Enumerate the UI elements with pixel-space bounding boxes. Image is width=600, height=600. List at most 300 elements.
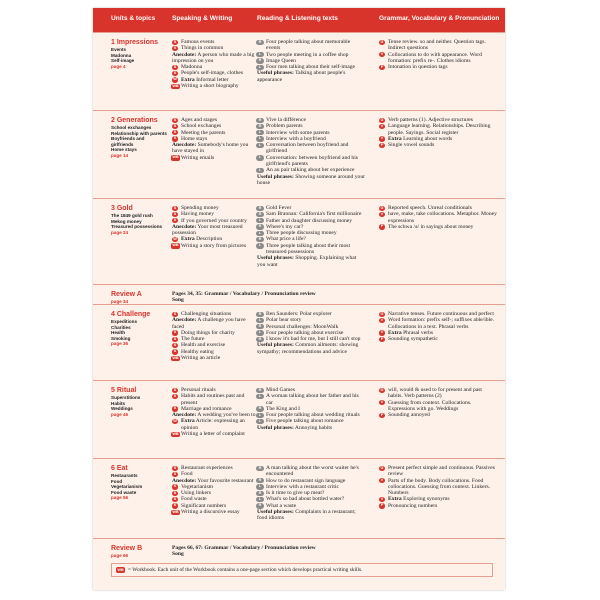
list-item — [172, 243, 256, 249]
skill-badge-icon: L — [256, 143, 264, 148]
unit-info — [111, 117, 167, 159]
skill-badge-icon: L — [256, 130, 264, 135]
item-text: Tense review. so and neither. Question tags. Indirect questions — [388, 39, 486, 52]
item-text: A man talking about the worst waiter he's encountered — [266, 465, 359, 478]
list-item — [257, 39, 365, 52]
item-text: Four people talking about wedding rituals — [266, 412, 360, 419]
item-label: Extra — [388, 496, 402, 503]
unit-title: 2 Generations — [111, 117, 158, 124]
unit-page-ref: page 4 — [111, 63, 126, 69]
item-text: Sounding sympathetic — [388, 336, 438, 343]
list-item — [172, 418, 256, 431]
skill-badge-icon: V — [380, 478, 384, 483]
item-text: Extra Informal letter — [181, 76, 229, 83]
skill-badge-icon: L — [256, 155, 264, 160]
item-text: Challenging situations — [181, 311, 232, 317]
item-text: Four people talking about memorable events — [266, 39, 351, 52]
item-text: Four people talking about exercise — [266, 329, 344, 336]
list-item — [257, 342, 365, 355]
item-text: Word formation: prefix self-; suffixes able/ible. Collocations in a text. Phrasal verbs — [388, 317, 495, 330]
item-text: Gold Fever — [266, 205, 292, 211]
item-text: Restaurant experiences — [181, 465, 233, 471]
header-speaking: Speaking & Writing — [172, 15, 233, 22]
item-text: Anecdote: A person who made a big impression on you — [172, 51, 255, 64]
item-text: Writing an article — [181, 355, 221, 362]
review-line: Pages 34, 35: Grammar / Vocabulary / Pronunciation review — [172, 291, 316, 297]
skill-badge-icon: L — [256, 231, 264, 236]
grammar-column — [379, 39, 497, 70]
unit-topic: Expeditions — [111, 319, 138, 324]
item-text: Healthy eating — [181, 348, 214, 355]
item-text: Madonna — [181, 64, 203, 71]
item-text: Collocations to do with appearance. Word formation: prefix re-. Clothes idioms — [388, 51, 482, 64]
skill-badge-icon: G — [380, 117, 384, 122]
legend-text: = Workbook. Each unit of the Workbook contains a one-page section which develops practical writing skills. — [128, 567, 363, 573]
review-row — [93, 538, 505, 561]
item-text: What price a life? — [266, 236, 306, 243]
item-text: Extra Learning about words — [388, 135, 453, 142]
skill-badge-icon: S — [173, 211, 177, 216]
item-text: Spending money — [181, 205, 219, 211]
list-item — [172, 224, 256, 237]
item-text: Writing a discursive essay — [181, 509, 240, 516]
skill-badge-icon: P — [380, 503, 384, 508]
item-text: Extra Article: expressing an opinion — [181, 418, 245, 431]
unit-topic: Charities — [111, 324, 131, 330]
list-item — [172, 142, 256, 155]
list-item — [379, 39, 497, 52]
review-title: Review B — [111, 545, 143, 552]
skill-badge-icon: W — [173, 77, 177, 82]
unit-topic: Weddings — [111, 406, 133, 412]
item-text: Interview with a boyfriend — [266, 135, 326, 142]
item-text: If you governed your country — [181, 217, 247, 224]
item-text: Conversation between boyfriend and girlfriend — [266, 142, 349, 155]
skill-badge-icon: WB — [172, 83, 179, 88]
unit-topic: Treasured possessions — [111, 224, 163, 230]
item-text: The schwa /ə/ in sayings about money — [388, 223, 474, 230]
list-item — [257, 142, 365, 155]
workbook-legend — [111, 563, 493, 577]
unit-topic: Superstitions — [111, 395, 141, 400]
item-text: Two people meeting in a coffee shop — [266, 51, 349, 58]
item-label: Extra — [388, 135, 402, 142]
list-item — [172, 393, 256, 406]
header-grammar: Grammar, Vocabulary & Pronunciation — [379, 15, 500, 22]
list-item — [379, 387, 497, 400]
item-text: Guessing from context. Collocations. Expressions with go. Weddings — [388, 399, 472, 412]
skill-badge-icon: S — [173, 330, 177, 335]
list-item — [172, 52, 256, 65]
skill-badge-icon: V — [380, 496, 384, 501]
review-row — [93, 284, 505, 305]
unit-info — [111, 39, 167, 70]
item-text: Interview with some parents — [266, 129, 330, 136]
unit-topic: Health — [111, 330, 126, 336]
item-text: will, would & used to for present and past habits. Verb patterns (2) — [388, 387, 482, 400]
item-text: Food waste — [181, 496, 207, 503]
item-text: Single vowel sounds — [388, 142, 435, 149]
skill-badge-icon: S — [173, 123, 177, 128]
skill-badge-icon: S — [173, 64, 177, 69]
item-label: Useful phrases: — [257, 173, 294, 180]
list-item — [257, 255, 365, 268]
skill-badge-icon: S — [173, 471, 177, 476]
item-text: Things in common — [181, 45, 224, 52]
speaking-column — [172, 117, 256, 161]
item-text: Having money — [181, 211, 215, 218]
item-text: Parts of the body. Body collocations. Food collocations. Guessing from context. Linkers. Numbers — [388, 477, 491, 497]
reading-column — [257, 311, 365, 355]
skill-badge-icon: G — [380, 205, 384, 210]
item-label: Useful phrases: — [257, 342, 294, 349]
unit-topic: Madonna — [111, 52, 132, 58]
unit-page-ref: page 56 — [111, 495, 129, 501]
unit-row — [93, 458, 505, 539]
unit-topic: School exchanges — [111, 125, 152, 130]
item-text: Is it time to give up meat? — [266, 490, 325, 497]
unit-info — [111, 465, 167, 501]
list-item — [379, 224, 497, 230]
item-text: A woman talking about her father and his car — [266, 393, 359, 406]
skill-badge-icon: L — [256, 330, 264, 335]
skill-badge-icon: V — [380, 317, 384, 322]
item-text: Sam Brannan: California's first millionaire — [266, 211, 362, 218]
skill-badge-icon: R — [256, 337, 264, 342]
list-item — [172, 83, 256, 89]
grammar-column — [379, 205, 497, 230]
skill-badge-icon: WB — [172, 243, 179, 248]
item-text: Four men talking about their self-image — [266, 64, 356, 71]
item-text: What a waste — [266, 502, 297, 509]
item-label: Anecdote: — [172, 412, 197, 419]
header-reading: Reading & Listening texts — [257, 15, 338, 22]
skill-badge-icon: S — [173, 387, 177, 392]
list-item — [379, 123, 497, 136]
list-item — [379, 336, 497, 342]
unit-info — [111, 205, 167, 236]
list-item — [379, 478, 497, 497]
unit-info — [111, 387, 167, 418]
item-text: Food — [181, 471, 193, 478]
speaking-column — [172, 311, 256, 361]
skill-badge-icon: S — [173, 45, 177, 50]
skill-badge-icon: R — [256, 118, 264, 123]
skill-badge-icon: R — [256, 58, 264, 63]
item-text: Anecdote: Your most treasured possession — [172, 223, 243, 237]
reading-column — [257, 465, 365, 522]
item-text: Useful phrases: Shopping. Explaining what you want — [257, 255, 357, 268]
skill-badge-icon: S — [173, 130, 177, 135]
review-title: Review A — [111, 291, 142, 298]
item-text: Using linkers — [181, 490, 211, 497]
skill-badge-icon: S — [173, 406, 177, 411]
item-label: Extra — [181, 418, 195, 425]
skill-badge-icon: V — [380, 211, 384, 216]
skill-badge-icon: R — [256, 406, 264, 411]
unit-info — [111, 545, 167, 559]
item-text: Useful phrases: Complaints in a restaurant; food idioms — [257, 509, 356, 522]
item-label: Anecdote: — [172, 223, 197, 230]
grammar-column — [379, 311, 497, 342]
item-text: Habits and routines past and present — [181, 393, 245, 406]
unit-title: 3 Gold — [111, 205, 133, 212]
item-label: Anecdote: — [172, 51, 197, 58]
unit-info — [111, 311, 167, 347]
unit-row — [93, 110, 505, 199]
list-item — [379, 52, 497, 65]
skill-badge-icon: S — [173, 336, 177, 341]
item-text: Anecdote: A wedding you've been to — [172, 412, 256, 419]
unit-topic: Boyfriends and girlfriends — [111, 136, 145, 147]
item-label: Extra — [388, 329, 402, 336]
item-text: Extra Description — [181, 236, 223, 243]
unit-title: 1 Impressions — [111, 39, 159, 46]
skill-badge-icon: S — [173, 465, 177, 470]
skill-badge-icon: P — [380, 142, 384, 147]
unit-row — [93, 32, 505, 111]
item-text: The future — [181, 336, 205, 343]
speaking-column — [172, 205, 256, 249]
skill-badge-icon: WB — [172, 509, 179, 514]
unit-topic: Events — [111, 47, 127, 52]
grammar-column — [379, 387, 497, 418]
item-text: Extra Phrasal verbs — [388, 329, 434, 336]
item-text: Home stays — [181, 135, 208, 142]
skill-badge-icon: S — [173, 136, 177, 141]
list-item — [257, 155, 365, 168]
list-item — [379, 64, 497, 70]
skill-badge-icon: R — [256, 312, 264, 317]
skill-badge-icon: L — [256, 419, 264, 424]
item-text: Anecdote: Somebody's home you have stayed in — [172, 142, 249, 155]
list-item — [379, 503, 497, 509]
unit-topic: Smoking — [111, 335, 131, 341]
skill-badge-icon: L — [256, 52, 264, 57]
skill-badge-icon: G — [380, 311, 384, 316]
header-units: Units & topics — [111, 15, 156, 22]
unit-topic: Food waste — [111, 489, 137, 495]
skill-badge-icon: V — [380, 330, 384, 335]
unit-title: 4 Challenge — [111, 311, 151, 318]
list-item — [379, 211, 497, 224]
reading-column — [257, 39, 365, 83]
skill-badge-icon: S — [173, 39, 177, 44]
item-text: Intonation in question tags — [388, 64, 448, 71]
list-item — [172, 317, 256, 330]
item-label: Useful phrases: — [257, 509, 294, 516]
item-text: Ages and stages — [181, 117, 218, 123]
grammar-column — [379, 465, 497, 509]
skill-badge-icon: L — [256, 394, 264, 399]
skill-badge-icon: L — [256, 497, 264, 502]
unit-page-ref: page 24 — [111, 229, 129, 235]
item-label: Anecdote: — [172, 317, 197, 324]
skill-badge-icon: L — [256, 168, 264, 173]
item-label: Anecdote: — [172, 477, 197, 484]
skill-badge-icon: S — [173, 496, 177, 501]
skill-badge-icon: R — [256, 124, 264, 129]
list-item — [379, 317, 497, 330]
skill-badge-icon: R — [256, 503, 264, 508]
item-text: Father and daughter discussing money — [266, 217, 353, 224]
skill-badge-icon: S — [173, 349, 177, 354]
table-header — [93, 8, 505, 32]
skill-badge-icon: P — [380, 412, 384, 417]
skill-badge-icon: V — [380, 52, 384, 57]
skill-badge-icon: R — [256, 388, 264, 393]
item-text: Marriage and romance — [181, 405, 232, 412]
skill-badge-icon: L — [256, 136, 264, 141]
item-text: Famous events — [181, 39, 215, 45]
item-text: Doing things for charity — [181, 329, 235, 336]
unit-row — [93, 380, 505, 459]
unit-topic: Habits — [111, 400, 126, 406]
skill-badge-icon: L — [256, 218, 264, 223]
unit-topic: Self-image — [111, 58, 135, 64]
item-text: Three people discussing money — [266, 230, 337, 237]
item-text: How to do restaurant sign language — [266, 477, 346, 484]
list-item — [257, 70, 365, 83]
review-song: Song — [172, 551, 184, 558]
item-label: Anecdote: — [172, 142, 197, 149]
list-item — [379, 412, 497, 418]
skill-badge-icon: L — [256, 65, 264, 70]
skill-badge-icon: V — [380, 400, 384, 405]
skill-badge-icon: P — [380, 64, 384, 69]
skill-badge-icon: R — [256, 466, 264, 471]
item-text: Pronouncing numbers — [388, 502, 438, 509]
item-text: Narrative tenses. Future continuous and perfect — [388, 311, 494, 317]
item-text: Verb patterns (1). Adjective structures — [388, 117, 473, 123]
skill-badge-icon: R — [256, 324, 264, 329]
item-text: Writing a story from pictures — [181, 242, 247, 249]
unit-title: 5 Ritual — [111, 387, 137, 394]
list-item — [257, 174, 365, 187]
unit-page-ref: page 46 — [111, 411, 129, 417]
item-text: Language learning. Relationships. Describing people. Sayings. Social register — [388, 123, 491, 136]
skill-badge-icon: R — [256, 40, 264, 45]
skill-badge-icon: S — [173, 342, 177, 347]
item-text: Useful phrases: Talking about people's appearance — [257, 70, 346, 83]
item-text: Useful phrases: Annoying habits — [257, 424, 333, 431]
unit-info — [111, 291, 167, 305]
reading-column — [257, 205, 365, 268]
skill-badge-icon: G — [380, 39, 384, 44]
review-song: Song — [172, 297, 184, 304]
skill-badge-icon: W — [173, 236, 177, 241]
list-item — [379, 142, 497, 148]
item-label: Extra — [181, 76, 195, 83]
grammar-column — [379, 117, 497, 148]
skill-badge-icon: S — [173, 503, 177, 508]
list-item — [172, 509, 256, 515]
skill-badge-icon: S — [173, 117, 177, 122]
item-label: Useful phrases: — [257, 255, 294, 262]
unit-row — [93, 198, 505, 285]
unit-topic: Mekog money — [111, 218, 142, 224]
list-item — [379, 400, 497, 413]
item-text: Vive la différence — [266, 117, 306, 123]
skill-badge-icon: S — [173, 490, 177, 495]
item-text: Sounding annoyed — [388, 412, 430, 419]
item-text: Reported speech. Unreal conditionals — [388, 205, 472, 211]
item-text: Extra Exploring synonyms — [388, 496, 450, 503]
unit-topic: Home stays — [111, 147, 137, 153]
item-text: Five people talking about romance — [266, 418, 344, 425]
skill-badge-icon: WB — [172, 155, 179, 160]
item-text: Significant numbers — [181, 502, 227, 509]
skill-badge-icon: R — [256, 478, 264, 483]
skill-badge-icon: S — [173, 70, 177, 75]
skill-badge-icon: P — [380, 224, 384, 229]
list-item — [172, 431, 256, 437]
skill-badge-icon: WB — [172, 355, 179, 360]
skill-badge-icon: G — [380, 387, 384, 392]
skill-badge-icon: S — [173, 484, 177, 489]
item-text: Useful phrases: Showing someone around your house — [257, 173, 365, 186]
skill-badge-icon: V — [380, 123, 384, 128]
item-text: Personal rituals — [181, 387, 216, 393]
item-text: Meeting the parents — [181, 129, 226, 136]
reading-column — [257, 117, 365, 186]
item-text: Conversation: between boyfriend and his girlfriend's parents — [266, 154, 358, 168]
skill-badge-icon: R — [256, 237, 264, 242]
skill-badge-icon: W — [173, 418, 177, 423]
unit-topic: Food — [111, 478, 123, 484]
item-text: have, make, take collocations. Metaphor. Money expressions — [388, 211, 497, 224]
skill-badge-icon: G — [380, 465, 384, 470]
skill-badge-icon: R — [256, 491, 264, 496]
speaking-column — [172, 39, 256, 89]
list-item — [172, 355, 256, 361]
item-text: Polar bear story — [266, 317, 302, 324]
unit-page-ref: page 36 — [111, 341, 129, 347]
skill-badge-icon: L — [256, 243, 264, 248]
list-item — [172, 155, 256, 161]
item-text: Ben Saunders: Polar explorer — [266, 311, 332, 317]
item-label: Useful phrases: — [257, 424, 294, 431]
skill-badge-icon: V — [380, 136, 384, 141]
item-text: Present perfect simple and continuous. Passives review — [388, 465, 495, 478]
reading-column — [257, 387, 365, 431]
item-text: Vegetarianism — [181, 483, 213, 490]
item-text: Writing a letter of complaint — [181, 431, 245, 438]
item-text: Writing a short biography — [181, 83, 239, 90]
list-item — [257, 509, 365, 522]
skill-badge-icon: S — [173, 393, 177, 398]
item-text: Mind Games — [266, 387, 296, 393]
item-text: Writing emails — [181, 154, 215, 161]
review-text — [172, 291, 316, 304]
review-page-ref: page 34 — [111, 299, 129, 304]
syllabus-page — [93, 8, 505, 590]
item-label: Useful phrases: — [257, 70, 294, 77]
skill-badge-icon: S — [173, 311, 177, 316]
item-text: Anecdote: Your favourite restaurant — [172, 477, 254, 484]
skill-badge-icon: L — [256, 413, 264, 418]
review-page-ref: page 66 — [111, 553, 129, 558]
item-text: Problem parents — [266, 123, 303, 130]
skill-badge-icon: L — [256, 484, 264, 489]
list-item — [257, 243, 365, 256]
item-text: Image Queen — [266, 57, 296, 64]
item-text: Anecdote: A challenge you have faced — [172, 317, 246, 330]
review-text — [172, 545, 316, 558]
unit-topic: Vegetarianism — [111, 484, 143, 490]
item-text: Health and exercise — [181, 342, 226, 349]
unit-row — [93, 304, 505, 381]
